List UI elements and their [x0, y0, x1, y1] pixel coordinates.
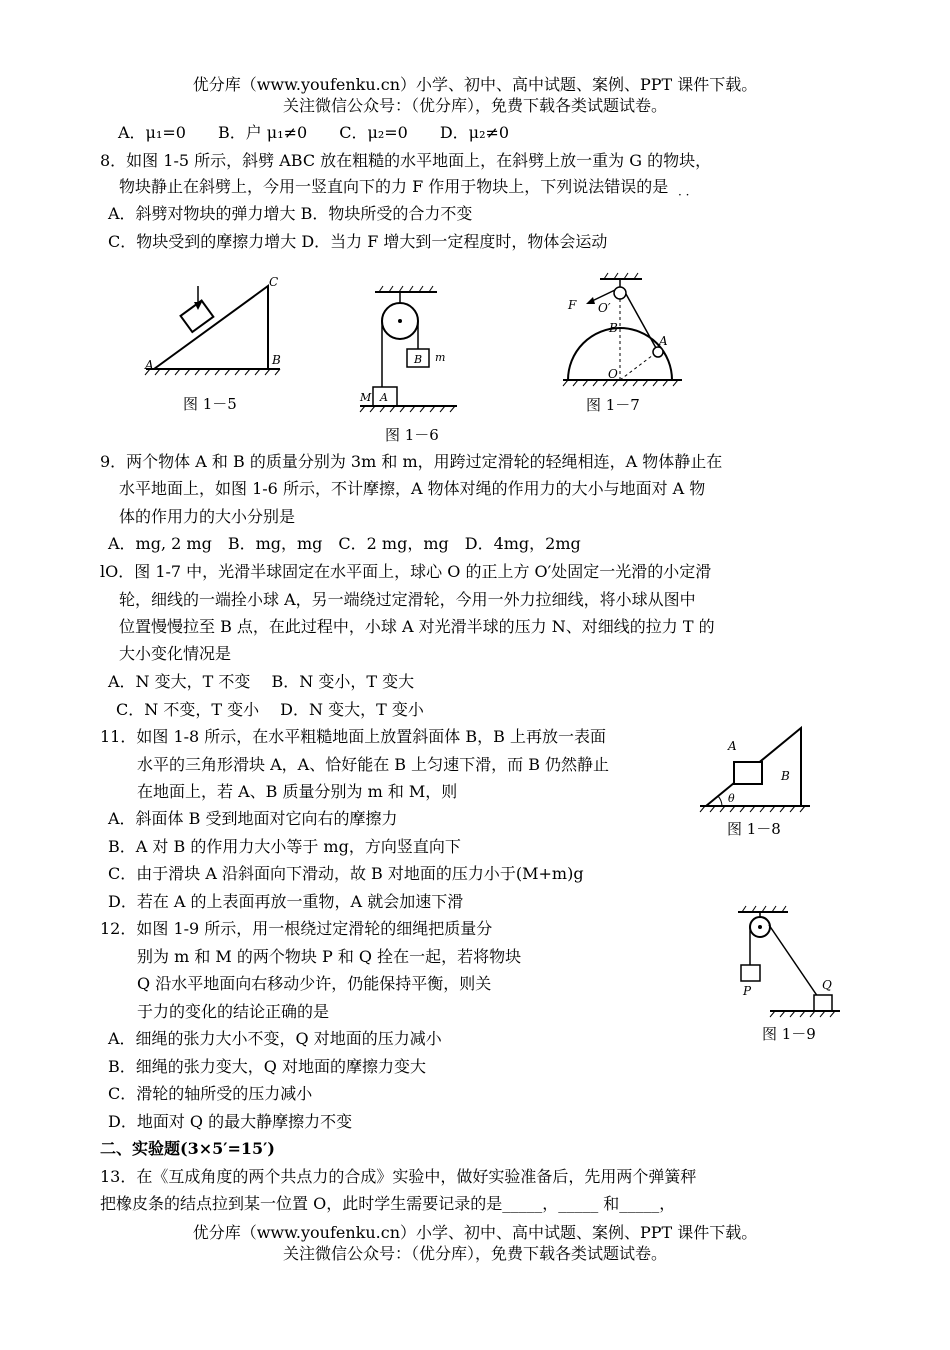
- q12-stem-1: 12．如图 1-9 所示，用一根绕过定滑轮的细绳把质量分: [100, 919, 493, 938]
- q9-options: A．mg, 2 mg B．mg，mg C．2 mg，mg D．4mg，2mg: [108, 534, 581, 553]
- q10-options-ab: A．N 变大，T 不变 B．N 变小，T 变大: [108, 672, 415, 691]
- q13-stem-1: 13．在《互成角度的两个共点力的合成》实验中，做好实验准备后，先用两个弹簧秤: [100, 1167, 697, 1186]
- label-q: Q: [822, 978, 832, 992]
- q12-option-a: A．细绳的张力大小不变，Q 对地面的压力减小: [108, 1029, 442, 1048]
- q12-stem-4: 于力的变化的结论正确的是: [137, 1002, 330, 1021]
- figure-1-6-caption: 图 1－6: [385, 426, 439, 444]
- label-f: F: [568, 298, 577, 312]
- q8-options-cd: C．物块受到的摩擦力增大 D．当力 F 增大到一定程度时，物体会运动: [108, 232, 608, 251]
- q9-stem-1: 9．两个物体 A 和 B 的质量分别为 3m 和 m，用跨过定滑轮的轻绳相连，A 物体静止在: [100, 452, 723, 471]
- q12-stem-2: 别为 m 和 M 的两个物块 P 和 Q 拴在一起，若将物块: [137, 947, 522, 966]
- label-o-prime: O′: [598, 301, 611, 315]
- figure-1-8: [698, 724, 818, 816]
- label-b: B: [609, 321, 618, 335]
- header-line-1: 优分库（www.youfenku.cn）小学、初中、高中试题、案例、PPT 课件下载。: [192, 75, 758, 94]
- q11-option-c: C．由于滑块 A 沿斜面向下滑动，故 B 对地面的压力小于(M+m)g: [108, 864, 584, 883]
- emphasis-dots: · ·: [678, 188, 690, 202]
- q11-option-d: D．若在 A 的上表面再放一重物，A 就会加速下滑: [108, 892, 464, 911]
- q10-stem-3: 位置慢慢拉至 B 点，在此过程中，小球 A 对光滑半球的压力 N、对细线的拉力 T 的: [119, 617, 715, 636]
- q11-option-b: B．A 对 B 的作用力大小等于 mg，方向竖直向下: [108, 837, 461, 856]
- q12-option-c: C．滑轮的轴所受的压力减小: [108, 1084, 313, 1103]
- label-a: A: [145, 358, 154, 372]
- label-a: A: [380, 391, 388, 404]
- q11-option-a: A．斜面体 B 受到地面对它向右的摩擦力: [108, 809, 398, 828]
- label-b: B: [414, 353, 423, 366]
- q11-stem-2: 水平的三角形滑块 A，A、恰好能在 B 上匀速下滑，而 B 仍然静止: [137, 755, 610, 774]
- q12-option-b: B．细绳的张力变大，Q 对地面的摩擦力变大: [108, 1057, 426, 1076]
- figure-1-8-caption: 图 1－8: [727, 820, 781, 838]
- figure-1-7-caption: 图 1－7: [586, 396, 640, 414]
- label-a: A: [659, 334, 668, 348]
- q12-option-d: D．地面对 Q 的最大静摩擦力不变: [108, 1112, 353, 1131]
- section-heading: 二、实验题(3×5′=15′): [100, 1139, 275, 1158]
- q9-stem-2: 水平地面上，如图 1-6 所示，不计摩擦，A 物体对绳的作用力的大小与地面对 A 物: [119, 479, 706, 498]
- label-p: P: [743, 984, 752, 998]
- label-c: C: [269, 275, 279, 289]
- label-theta: θ: [728, 792, 735, 805]
- q9-stem-3: 体的作用力的大小分别是: [119, 507, 296, 526]
- footer-line-2: 关注微信公众号：（优分库），免费下载各类试题试卷。: [282, 1244, 667, 1263]
- label-b: B: [781, 769, 790, 783]
- q12-stem-3: Q 沿水平地面向右移动少许，仍能保持平衡，则关: [137, 974, 492, 993]
- q10-stem-1: lO．图 1-7 中，光滑半球固定在水平面上，球心 O 的正上方 O′处固定一光滑的小定滑: [100, 562, 712, 581]
- q13-stem-2: 把橡皮条的结点拉到某一位置 O，此时学生需要记录的是_____，_____ 和_____，: [100, 1194, 676, 1213]
- q10-stem-2: 轮，细线的一端拴小球 A，另一端绕过定滑轮，今用一外力拉细线，将小球从图中: [119, 590, 696, 609]
- q11-stem-3: 在地面上，若 A、B 质量分别为 m 和 M，则: [137, 782, 458, 801]
- q8-options-ab: A．斜劈对物块的弹力增大 B．物块所受的合力不变: [108, 204, 473, 223]
- label-o: O: [608, 367, 618, 381]
- figure-1-7: [560, 270, 690, 390]
- figure-1-9-caption: 图 1－9: [762, 1025, 816, 1043]
- label-a: A: [728, 739, 737, 753]
- figure-1-5-caption: 图 1－5: [183, 395, 237, 413]
- q8-stem-1: 8．如图 1-5 所示，斜劈 ABC 放在粗糙的水平地面上，在斜劈上放一重为 G 的物块，: [100, 151, 712, 170]
- label-m-upper: M: [360, 391, 372, 404]
- q8-stem-2: 物块静止在斜劈上，今用一竖直向下的力 F 作用于物块上，下列说法错误的是: [119, 177, 669, 196]
- q10-stem-4: 大小变化情况是: [119, 644, 232, 663]
- label-m: m: [435, 351, 446, 364]
- q11-stem-1: 11．如图 1-8 所示，在水平粗糙地面上放置斜面体 B，B 上再放一表面: [100, 727, 606, 746]
- q10-options-cd: C．N 不变，T 变小 D．N 变大，T 变小: [116, 700, 424, 719]
- q7-options: A．μ₁=0 B．户 μ₁≠0 C．μ₂=0 D．μ₂≠0: [118, 123, 510, 142]
- label-b: B: [272, 353, 281, 367]
- figure-1-6: [355, 283, 465, 413]
- figure-1-9: [730, 903, 845, 1021]
- header-line-2: 关注微信公众号：（优分库），免费下载各类试题试卷。: [282, 96, 667, 115]
- figure-1-5: [140, 272, 290, 382]
- footer-line-1: 优分库（www.youfenku.cn）小学、初中、高中试题、案例、PPT 课件下载。: [192, 1223, 758, 1242]
